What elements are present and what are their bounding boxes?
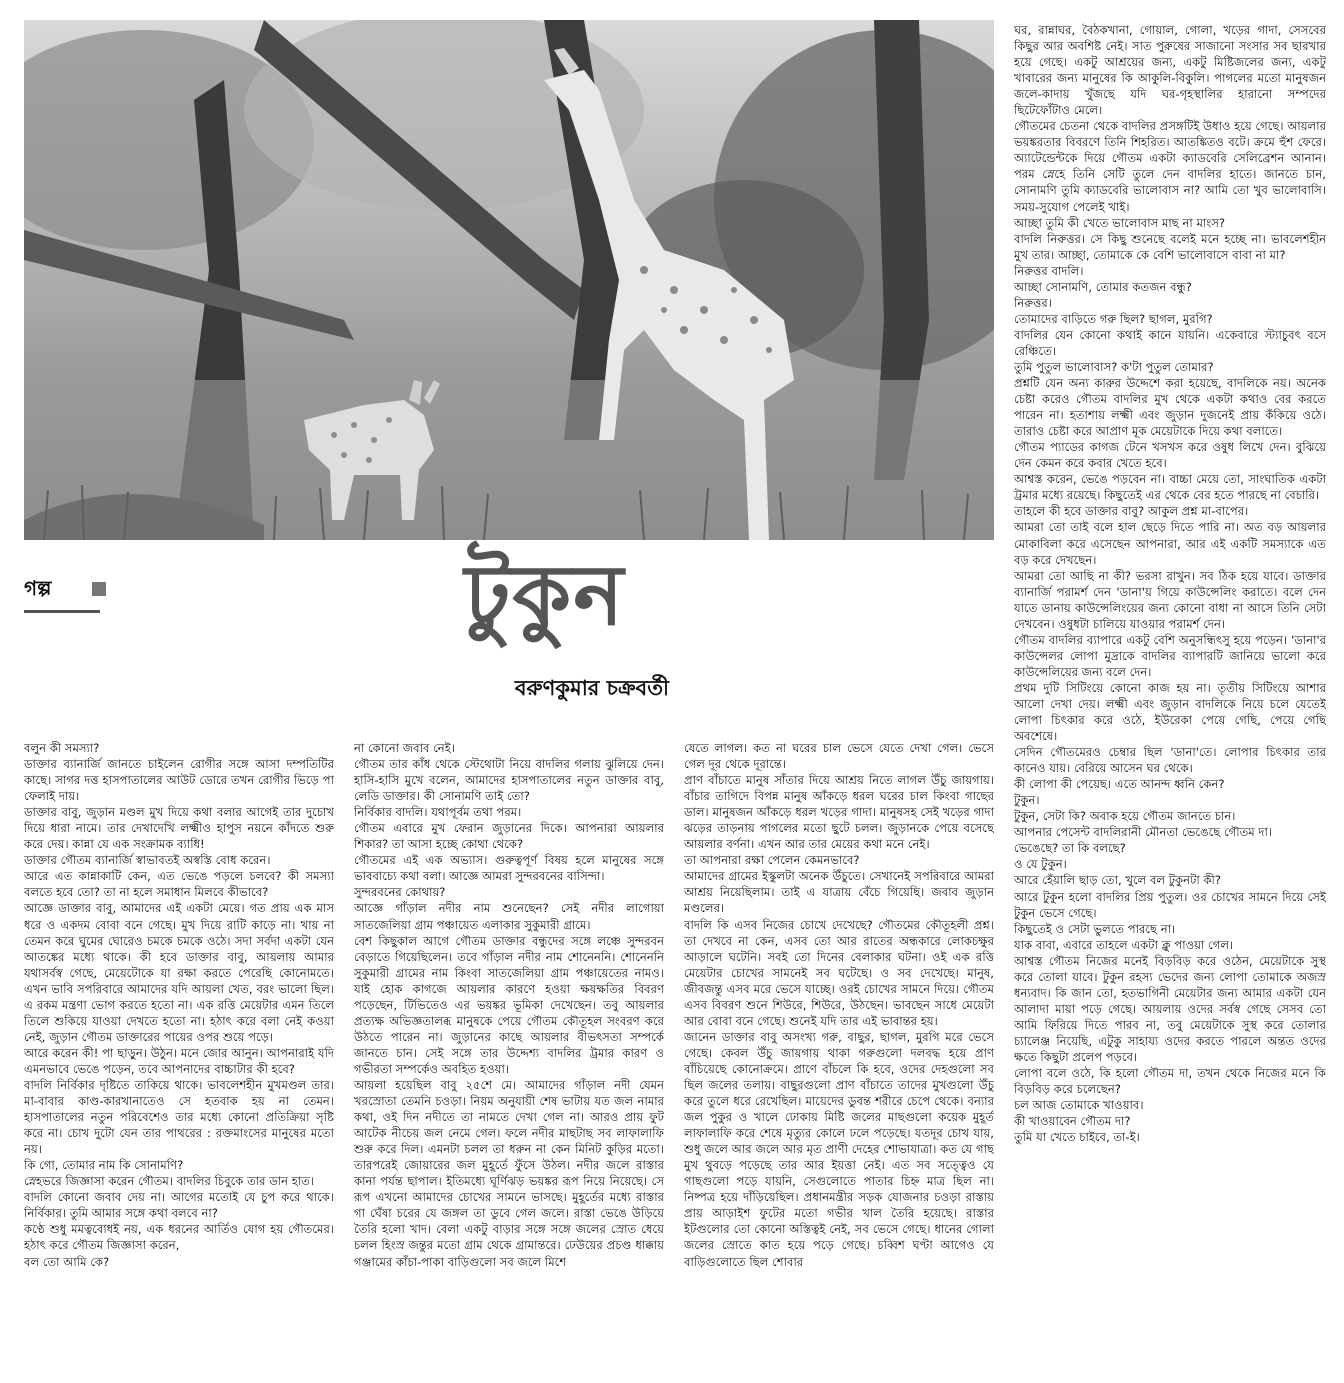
paragraph: বাদলি নির্বিকার দৃষ্টিতে তাকিয়ে থাকে। ভাবলেশহীন মুখমণ্ডল তার। মা-বাবার কাণ্ড-কারখানাতেও সে হতবাক হয় না তেমন। হাসপাতালের নতুন পরিবেশেও তার মধ্যে কোনো প্রতিক্রিয়া সৃষ্টি করে না। চোখ দুটো যেন তার পাথরের : রক্তমাংসের মানুষের মতো নয়। <box>24 1077 334 1157</box>
paragraph: যেতে লাগল। কত না ঘরের চাল ভেসে যেতে দেখা গেল। ভেসে গেল দূর থেকে দূরান্তে। <box>684 741 994 772</box>
paragraph: তোমাদের বাড়িতে গরু ছিল? ছাগল, মুরগি? <box>1014 311 1213 326</box>
paragraph: কণ্ঠে শুধু মমত্ববোধই নয়, এক ধরনের আর্তিও যোগ হয় গৌতমের। হঠাৎ করে গৌতম জিজ্ঞাসা করেন, <box>24 1222 334 1253</box>
paragraph: যাক বাবা, এবারে তাহলে একটা ক্লু পাওয়া গেল। <box>1014 937 1234 952</box>
paragraph: বেশ কিছুকাল আগে গৌতম ডাক্তার বন্ধুদের সঙ্গে লঞ্চে সুন্দরবন বেড়াতে গিয়েছিলেন। তবে গাঁড়াল নদীর নাম শোনেননি। শোনেননি সুকুমারী গ্রামের নাম কিংবা সাতজেলিয়া গ্রাম পঞ্চায়েতের নামও। যাই হোক কাগজে আয়লার কারণে হওয়া ক্ষয়ক্ষতির বিবরণ পড়েছেন, টিভিতেও এর ভয়ঙ্কর ভূমিকা দেখেছেন। তবু আয়লার প্রত্যক্ষ অভিজ্ঞতালব্ধ মানুষকে পেয়ে গৌতম কৌতূহল সংবরণ করে উঠতে পারেন না। জুড়ানের কাছে আয়লার বীভৎসতা সম্পর্কে জানতে চান। সেই সঙ্গে তার উদ্দেশ্য বাদলির ট্রমার কারণ ও গভীরতা সম্পর্কেও অবহিত হওয়া। <box>354 933 664 1076</box>
paragraph: কী খাওয়াবেন গৌতম দা? <box>1014 1114 1131 1129</box>
paragraph: আরে টুকুন হলো বাদলির প্রিয় পুতুল। ওর চোখের সামনে দিয়ে সেই টুকুন ভেসে গেছে। <box>1014 889 1326 920</box>
text-column-4 <box>1014 22 1326 1376</box>
section-label: গল্প <box>24 576 52 600</box>
paragraph: তুমি পুতুল ভালোবাস? ক'টা পুতুল তোমার? <box>1014 359 1214 374</box>
text-column-2 <box>354 740 664 1376</box>
paragraph: নির্বিকার বাদলি। যথাপূর্বম তথা পরম। <box>354 805 522 820</box>
paragraph: প্রথম দুটি সিটিংয়ে কোনো কাজ হয় না। তৃতীয় সিটিংয়ে আশার আলো দেখা দেয়। লক্ষ্মী এবং জুড়ান বাদলিকে নিয়ে চলে যেতেই লোপা চিৎকার করে ওঠে, ইউরেকা পেয়ে গেছি, পেয়ে গেছি অবশেষে। <box>1014 680 1326 744</box>
text-column-3 <box>684 740 994 1376</box>
paragraph: আশ্বস্ত গৌতম নিজের মনেই বিড়বিড় করে ওঠেন, মেয়েটাকে সুস্থ করে তোলা যাবে। টুকুন রহস্য ভেদের জন্য লোপা তোমাকে অজস্র ধন্যবাদ। কি জান তো, হতভাগিনী মেয়েটার জন্য আমার একটা যেন আলাদা মায়া পড়ে গেছে। আয়লায় ওদের সর্বস্ব গেছে সেসব তো আমি ফিরিয়ে দিতে পারব না, তবু মেয়েটাকে সুস্থ করে তোলার চ্যালেঞ্জ নিয়েছি, এটুকু সাহায্য ওদের করতে পারলে অন্তত ওদের ক্ষতে কিছুটা প্রলেপ পড়বে। <box>1014 953 1326 1064</box>
paragraph: আচ্ছা সোনামণি, তোমার কতজন বন্ধু? <box>1014 279 1192 294</box>
paragraph: বাদলির যেন কোনো কথাই কানে যায়নি। একেবারে স্ট্যাচুবৎ বসে রেঞ্চিতে। <box>1014 327 1326 358</box>
paragraph: সুন্দরবনের কোথায়? <box>354 885 446 900</box>
text-column-1 <box>24 740 334 1376</box>
paragraph: আরে এত কান্নাকাটি কেন, এত ভেঙে পড়লে চলবে? কী সমস্যা বলতে হবে তো? তা না হলে সমাধান মিলবে কীভাবে? <box>24 869 334 900</box>
paragraph: আরে করেন কী! পা ছাড়ুন। উঠুন। মনে জোর আনুন। আপনারাই যদি এমনভাবে ভেঙে পড়েন, তবে আপনাদের বাচ্চাটার কী হবে? <box>24 1045 334 1076</box>
paragraph: বাদলি কোনো জবাব দেয় না। আগের মতোই যে চুপ করে থাকে। নির্বিকার। তুমি আমার সঙ্গে কথা বলবে না? <box>24 1190 334 1221</box>
paragraph: বল তো আমি কে? <box>24 1254 110 1269</box>
paragraph: আমাদের গ্রামের ইস্কুলটা অনেক উঁচুতে। সেখানেই সপরিবারে আমরা আশ্রয় নিয়েছিলাম। তাই এ যাত্রায় বেঁচে গিয়েছি। জবাব জুড়ান মণ্ডলের। <box>684 869 994 916</box>
paragraph: কিছুতেই ও সেটা ভুলতে পারছে না। <box>1014 921 1176 936</box>
paragraph: গৌতমের চেতনা থেকে বাদলির প্রসঙ্গটিই উধাও হয়ে গেছে। আয়লার ভয়ঙ্করতার বিবরণে তিনি শিহরিত। আতঙ্কিতও বটে। ক্রমে হুঁশ ফেরে। অ্যাটেন্ডেন্টকে দিয়ে গৌতম একটা ক্যাডবেরি সেলিব্রেশন আনান। পরম স্নেহে তিনি সেটি তুলে দেন বাদলির হাতে। জানতে চান, সোনামণি তুমি ক্যাডবেরি ভালোবাস না? আমি তো খুব ভালোবাসি। সময়-সুযোগ পেলেই খাই। <box>1014 119 1326 214</box>
paragraph: সেদিন গৌতমেরও চেম্বার ছিল 'ডানা'তে। লোপার চিৎকার তার কানেও যায়। বেরিয়ে আসেন ঘর থেকে। <box>1014 745 1326 776</box>
section-tag <box>24 576 100 600</box>
paragraph: আমরা তো তাই বলে হাল ছেড়ে দিতে পারি না। অত বড় আয়লার মোকাবিলা করে এসেছেন আপনারা, আর এই একটি সমস্যাকে এত বড় করে দেখছেন। <box>1014 520 1326 567</box>
paragraph: চল আজ তোমাকে খাওয়াব। <box>1014 1098 1144 1113</box>
paragraph: না কোনো জবাব নেই। <box>354 741 455 755</box>
paragraph: লোপা বলে ওঠে, কি হলো গৌতম দা, তখন থেকে নিজের মনে কি বিড়বিড় করে চলেছেন? <box>1014 1066 1326 1097</box>
paragraph: আশ্বস্ত করেন, ভেঙে পড়বেন না। বাচ্চা মেয়ে তো, সাংঘাতিক একটা ট্রমার মধ্যে রয়েছে। কিছুতেই এর থেকে বের হতে পারছে না বেচারি। <box>1014 472 1326 503</box>
paragraph: প্রাণ বাঁচাতে মানুষ সাঁতার দিয়ে আশ্রয় নিতে লাগল উঁচু জায়গায়। বাঁচার তাগিদে বিপন্ন মানুষ আঁকড়ে ধরল ঘরের চাল কিংবা গাছের ডাল। মানুষজন আঁকড়ে ধরল খড়ের গাদা। মানুষসহ সেই খড়ের গাদা ঝড়ের তাড়নায় পাগলের মতো ছুটে চলল। জুড়ানকে পেয়ে বসেছে আয়লার বর্ণনা। এখন আর তার মেয়ের কথা মনে নেই। <box>684 773 994 852</box>
paragraph: বাদলি নিরুত্তর। সে কিছু শুনেছে বলেই মনে হচ্ছে না। ভাবলেশহীন মুখ তার। আচ্ছা, তোমাকে কে বেশি ভালোবাসে বাবা না মা? <box>1014 231 1326 262</box>
paragraph: টুকুন। <box>1014 793 1040 808</box>
paragraph: টুকুন, সেটা কি? অবাক হয়ে গৌতম জানতে চান। <box>1014 809 1236 824</box>
paragraph: ডাক্তার বাবু, জুড়ান মণ্ডল মুখ দিয়ে কথা বলার আগেই তার দুচোখ দিয়ে ধারা নামে। তার দেখাদেখি লক্ষ্মীও হাপুস নয়নে কাঁদতে শুরু করে দেয়। কান্না যে এক সংক্রামক ব্যাধি! <box>24 805 334 852</box>
paragraph: আমরা তো আছি না কী? ভরসা রাখুন। সব ঠিক হয়ে যাবে। ডাক্তার ব্যানার্জি পরামর্শ দেন 'ডানা'য় গিয়ে কাউন্সেলিং করাতে। বলে দেন যাতে ডানায় কাউন্সেলিংয়ের জন্য কোনো বাধা না আসে তিনি সেটা দেখবেন। ওষুধটা চালিয়ে যাওয়ার পরামর্শ দেন। <box>1014 568 1326 631</box>
paragraph: জানেন ডাক্তার বাবু অসংখ্য গরু, বাছুর, ছাগল, মুরগি মরে ভেসে গেছে। কেবল উঁচু জায়গায় থাকা গরুগুলো দলবদ্ধ হয়ে প্রাণ বাঁচিয়েছে কোনোক্রমে। প্রাণে বাঁচলে কি হবে, ওদের দেহগুলো সব ছিল জলের তলায়। বাছুরগুলো প্রাণ বাঁচাতে তাদের মুখগুলো উঁচু করে তুলে ধরে রেখেছিল। মায়েদের ডুবন্ত শরীরে চেপে থেকে। বন্যার জল পুকুর ও খালে ঢোকায় মিষ্টি জলের মাছগুলো কয়েক মুহূর্ত লাফালাফি করে শেষে মৃত্যুর কোলে ঢলে পড়েছে। যতদূর চোখ যায়, শুধু জলে আর জলে আর মৃত প্রাণী দেহের শোভাযাত্রা। কত যে গাছ মুখ থুবড়ে পড়েছে তার আর ইয়ত্তা নেই। এত সব সত্ত্বেও যে গাছগুলো পড়ে যায়নি, সেগুলোতে পাতার চিহ্ন মাত্র ছিল না। নিষ্পত্র হয়ে দাঁড়িয়েছিল। প্রধানমন্ত্রীর সড়ক যোজনার চওড়া রাস্তায় প্রায় আড়াইশ ফুটের মতো গভীর খাল তৈরি হয়েছে। রাস্তার ইটগুলোর তো কোনো অস্তিত্বই নেই, সব ভেসে গেছে। ধানের গোলা জলের স্রোতে কাত হয়ে পড়ে গেছে। চব্বিশ ঘণ্টা আগেও যে বাড়িগুলোতে ছিল শোবার <box>684 1029 994 1269</box>
paragraph: তা আপনারা রক্ষা পেলেন কেমনভাবে? <box>684 853 860 868</box>
paragraph: স্নেহভরে জিজ্ঞাসা করেন গৌতম। বাদলির চিবুকে তার ডান হাত। <box>24 1174 315 1189</box>
paragraph: তাহলে কী হবে ডাক্তার বাবু? আকুল প্রশ্ন মা-বাপের। <box>1014 504 1249 519</box>
paragraph: নিরুত্তর। <box>1014 295 1052 310</box>
paragraph: আপনার পেসেন্ট বাদলিরানী মৌনতা ভেঙেছে গৌতম দা। <box>1014 825 1272 840</box>
paragraph: বলুন কী সমস্যা? <box>24 741 100 755</box>
paragraph: আরে হেঁয়ালি ছাড় তো, খুলে বল টুকুনটা কী? <box>1014 873 1222 888</box>
paragraph: ডাক্তার গৌতম ব্যানার্জি স্বাভাবতই অস্বস্তি বোধ করেন। <box>24 853 271 868</box>
paragraph: গৌতম প্যাডের কাগজ টেনে খসখস করে ওষুধ লিখে দেন। বুঝিয়ে দেন কেমন করে কবার খেতে হবে। <box>1014 440 1326 471</box>
paragraph: ঘর, রান্নাঘর, বৈঠকখানা, গোয়াল, গোলা, খড়ের গাদা, সেসবের কিছুর আর অবশিষ্ট নেই। সাত পুরুষের সাজানো সংসার সব ছারখার হয়ে গেছে। একটু আশ্রয়ের জন্য, একটু মিষ্টিজলের জন্য, একটু খাবারের জন্য মানুষের কি আকুলি-বিকুলি। পাগলের মতো মানুষজন জলে-কাদায় খুঁজছে যদি ঘর-গৃহস্থালির হারানো সম্পদের ছিটেফোঁটাও মেলে। <box>1014 23 1326 118</box>
paragraph: আজ্ঞে গাঁড়াল নদীর নাম শুনেছেন? সেই নদীর লাগোয়া সাতজেলিয়া গ্রাম পঞ্চায়েত এলাকার সুকুমারী গ্রামে। <box>354 901 664 932</box>
paragraph: ও যে টুকুন। <box>1014 857 1067 872</box>
section-rule <box>24 610 100 613</box>
paragraph: গৌতম এবারে মুখ ফেরান জুড়ানের দিকে। আপনারা আয়লার শিকার? তা আসা হচ্ছে কোথা থেকে? <box>354 821 664 852</box>
paragraph: আচ্ছা তুমি কী খেতে ভালোবাস মাছ না মাংস? <box>1014 215 1226 230</box>
deer-photo-illustration <box>24 20 994 540</box>
paragraph: গৌতম বাদলির ব্যাপারে একটু বেশি অনুসন্ধিৎসু হয়ে পড়েন। 'ডানা'র কাউন্সেলর লোপা মুদ্রাকে বাদলির ব্যাপারটি জানিয়ে ভালো করে কাউন্সেলিয়ের জন্য বলে দেন। <box>1014 632 1326 679</box>
paragraph: তুমি যা খেতে চাইবে, তা-ই। <box>1014 1130 1140 1145</box>
paragraph: কি গো, তোমার নাম কি সোনামণি? <box>24 1158 184 1173</box>
paragraph: গৌতমের এই এক অভ্যাস। গুরুত্বপূর্ণ বিষয় হলে মানুষের সঙ্গে ভাববাচ্যে কথা বলা। আজ্ঞে আমরা সুন্দরবনের বাসিন্দা। <box>354 853 664 884</box>
paragraph: বাদলি কি এসব নিজের চোখে দেখেছে? গৌতমের কৌতূহলী প্রশ্ন। তা দেখবে না কেন, এসব তো আর রাতের অন্ধকারে লোকচক্ষুর আড়ালে ঘটেনি। সবই তো দিনের বেলাকার ঘটনা। ওই এক রত্তি মেয়েটার চোখের সামনেই সব ঘটেছে। ও সব দেখেছে। মানুষ, জীবজন্তু এসব মরে ভেসে যাচ্ছে। ওরই চোখের সামনে দিয়ে। গৌতম এসব বিবরণ শুনে শিউরে, শিউরে, উঠছেন। ভাবছেন সাধে মেয়েটা আর বোবা বনে গেছে। শুনেই যদি তার এই ভাবান্তর হয়। <box>684 917 994 1028</box>
deer-mangrove-photo <box>24 20 994 540</box>
paragraph: ডাক্তার ব্যানার্জি জানতে চাইলেন রোগীর সঙ্গে আসা দম্পতিটির কাছে। সাগর দত্ত হাসপাতালের আউট ডোরে তখন রোগীর ভিড়ে পা ফেলাই দায়। <box>24 757 334 804</box>
paragraph: ভেঙেছে? তা কি বলছে? <box>1014 841 1126 856</box>
paragraph: আয়লা হয়েছিল বাবু ২৫শে মে। আমাদের গাঁড়াল নদী যেমন খরস্রোতা তেমনি চওড়া। নিয়ম অনুযায়ী শেষ ভাটায় যত জল নামার কথা, ওই দিন নদীতে তা নামতে দেখা গেল না। আরও প্রায় ফুট আটেক নীচেয় জল নেমে গেল। ফলে নদীর মাছটাছ সব লাফালাফি শুরু করে দিল। এমনটা চলল তা ধরুন না কেন মিনিট কুড়ির মতো। তারপরেই জোয়ারের জল মুহূর্তে ফুঁসে উঠল। নদীর জলে রাস্তার কানা পর্যন্ত ছাপাল। ইতিমধ্যে ঘূর্ণিঝড় ভয়ঙ্কর রূপ নিয়ে নিয়েছে। সে রূপ এখনো আমাদের চোখের সামনে ভাসছে। মুহূর্তের মধ্যে রাস্তার গা ঘেঁষা চরের যে জঙ্গল তা ডুবে গেল জলে। রাস্তা ভেঙে উড়িয়ে তৈরি হলো খাদ। বেলা একটু বাড়ার সঙ্গে সঙ্গে জলের স্রোত ধেয়ে চলল হিংস্র জন্তুর মতো গ্রাম থেকে গ্রামান্তরে। ঢেউয়ের প্রচণ্ড ধাক্কায় গঞ্জামের কাঁচা-পাকা বাড়িগুলো সব জলে মিশে <box>354 1077 664 1269</box>
section-square-icon <box>92 582 106 596</box>
paragraph: গৌতম তার কাঁধ থেকে স্টেথোটা নিয়ে বাদলির গলায় ঝুলিয়ে দেন। হাসি-হাসি মুখে বলেন, আমাদের হাসপাতালের নতুন ডাক্তার বাবু, লেডি ডাক্তার। কী সোনামণি তাই তো? <box>354 757 664 804</box>
paragraph: প্রশ্নটি যেন অন্য কারুর উদ্দেশে করা হয়েছে, বাদলিকে নয়। অনেক চেষ্টা করেও গৌতম বাদলির মুখ থেকে একটা কথাও বের করতে পারেন না। হতাশায় লক্ষ্মী এবং জুড়ান দুজনেই প্রায় কঁকিয়ে ওঠে। তারাও চেষ্টা করে আপ্রাণ মূক মেয়েটাকে দিয়ে কথা বলাতে। <box>1014 376 1326 439</box>
story-title: টুকুন <box>464 545 626 644</box>
paragraph: আজ্ঞে ডাক্তার বাবু, আমাদের এই একটা মেয়ে। গত প্রায় এক মাস ধরে ও একদম বোবা বনে গেছে। মুখ দিয়ে রাটি কাড়ে না। খায় না তেমন করে ঘুমের ঘোরেও চমকে চমকে ওঠে। সদা সর্বদা একটা যেন আতঙ্কের মধ্যে থাকে। কী হবে ডাক্তার বাবু, আয়লায় আমার যথাসর্বস্ব গেছে, মেয়েটোকে যা রক্ষা করতে পেরেছি কোনোমতে। এখন ভাবি সপরিবারে আমাদের যদি আয়লা খেত, বরং ভালো ছিল। এ রকম মন্ত্রণা ভোগ করতে হতো না। এক রত্তি মেয়েটার এমন তিলে তিলে শুকিয়ে যাওয়া দেখতে হতো না। হঠাৎ করে বলা নেই কওয়া নেই, জুড়ান গৌতম ডাক্তারের পায়ের ওপর শুয়ে পড়ে। <box>24 901 334 1044</box>
paragraph: কী লোপা কী পেয়েছ। এতে আনন্দ ধ্বনি কেন? <box>1014 777 1225 792</box>
story-author: বরুণকুমার চক্রবর্তী <box>514 676 669 700</box>
paragraph: নিরুত্তর বাদলি। <box>1014 263 1084 278</box>
